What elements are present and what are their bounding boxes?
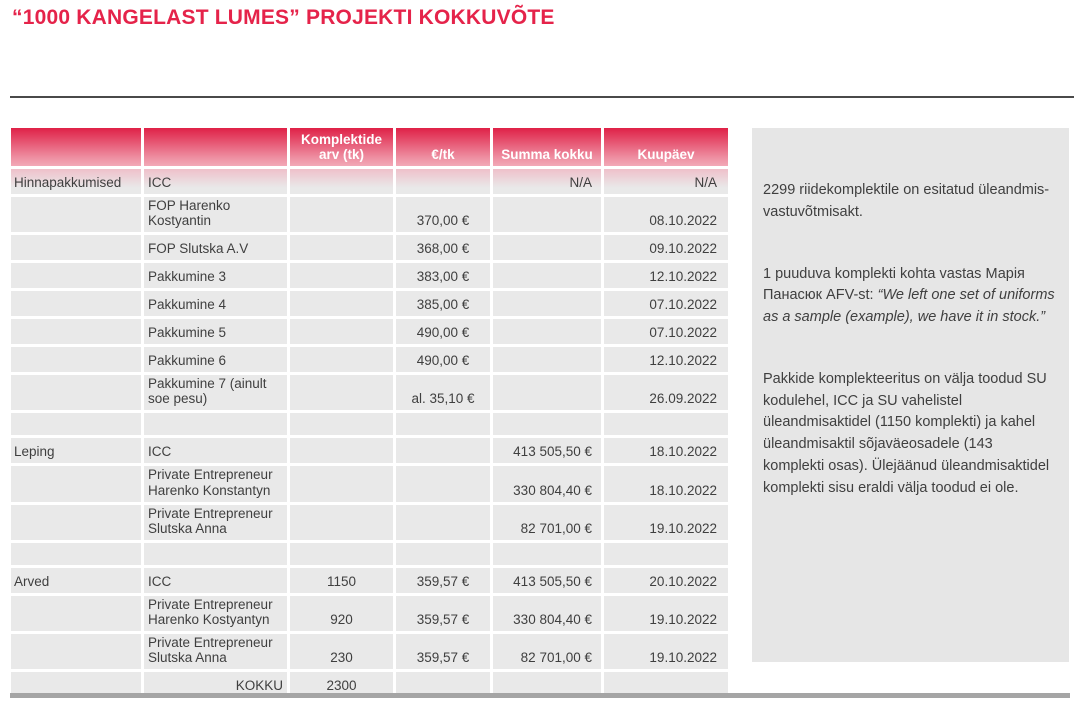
cell-date: 12.10.2022 [604, 263, 728, 288]
header-sum: Summa kokku [493, 128, 601, 166]
total-label: KOKKU [144, 672, 287, 697]
cell-name: ICC [144, 438, 287, 463]
cell-qty: 230 [290, 634, 393, 669]
cell-qty [290, 263, 393, 288]
cell-price: 383,00 € [396, 263, 490, 288]
cell-sum: 413 505,50 € [493, 568, 601, 593]
cell-sum: 330 804,40 € [493, 596, 601, 631]
cell-qty [290, 197, 393, 232]
table-row [11, 197, 728, 232]
table-row [11, 634, 728, 669]
cell-name: FOP Slutska A.V [144, 235, 287, 260]
cell-price: 368,00 € [396, 235, 490, 260]
header-date: Kuupäev [604, 128, 728, 166]
cell-group [11, 291, 141, 316]
cell-sum [493, 197, 601, 232]
cell-date: 09.10.2022 [604, 235, 728, 260]
table-row [11, 291, 728, 316]
cell-qty: 920 [290, 596, 393, 631]
cell-date: 20.10.2022 [604, 568, 728, 593]
cell-price [396, 169, 490, 194]
cell-price [396, 505, 490, 540]
cell-group [11, 263, 141, 288]
cell-group [11, 466, 141, 501]
note-missing-set [763, 264, 1056, 329]
table-row [11, 438, 728, 463]
table-row [11, 319, 728, 344]
table-row [11, 263, 728, 288]
cell-name: Private Entrepreneur Harenko Konstantyn [144, 466, 287, 501]
cell-sum: N/A [493, 169, 601, 194]
cell-qty [290, 347, 393, 372]
cell-qty [290, 291, 393, 316]
table-row [11, 347, 728, 372]
cell-sum [493, 347, 601, 372]
cell-sum: 82 701,00 € [493, 505, 601, 540]
cell-qty [290, 375, 393, 410]
cell-date: 19.10.2022 [604, 505, 728, 540]
cell-qty: 1150 [290, 568, 393, 593]
cell-price: al. 35,10 € [396, 375, 490, 410]
cell-sum [493, 319, 601, 344]
note-pack-contents: Pakkide komplekteeritus on välja toodud SU kodulehel, ICC ja SU vahelistel üleandmisaktidel (1150 komplekti) ja kahel üleandmisaktil sõjaväeosadele (143 komplekti osas). Ülejäänud üleandmisaktidel komplekti sisu eraldi välja toodud ei ole. [763, 370, 1050, 496]
cell-sum [493, 263, 601, 288]
cell-name: ICC [144, 568, 287, 593]
cell-qty [290, 169, 393, 194]
cell-group [11, 596, 141, 631]
cell-price [396, 438, 490, 463]
table-row-empty [11, 413, 728, 435]
cell-group [11, 505, 141, 540]
table-row [11, 568, 728, 593]
cell-name: Pakkumine 4 [144, 291, 287, 316]
header-price: €/tk [396, 128, 490, 166]
cell-name: Pakkumine 5 [144, 319, 287, 344]
cell-date: 07.10.2022 [604, 319, 728, 344]
cell-price: 490,00 € [396, 347, 490, 372]
cell-group: Hinnapakkumised [11, 169, 141, 194]
notes-panel [752, 128, 1069, 662]
cell-name: Private Entrepreneur Harenko Kostyantyn [144, 596, 287, 631]
cell-name: Pakkumine 7 (ainult soe pesu) [144, 375, 287, 410]
title-divider [10, 96, 1074, 98]
cell-sum [493, 291, 601, 316]
cell-date: 07.10.2022 [604, 291, 728, 316]
table-row [11, 375, 728, 410]
cell-group [11, 319, 141, 344]
cell-group [11, 634, 141, 669]
header-qty: Komplektide arv (tk) [290, 128, 393, 166]
cell-sum: 413 505,50 € [493, 438, 601, 463]
cell-qty [290, 466, 393, 501]
cell-price: 359,57 € [396, 596, 490, 631]
summary-table [8, 125, 731, 700]
table-row [11, 169, 728, 194]
cell-qty [290, 235, 393, 260]
cell-date: 18.10.2022 [604, 438, 728, 463]
page-title: “1000 KANGELAST LUMES” PROJEKTI KOKKUVÕTE [12, 6, 555, 29]
cell-date: 19.10.2022 [604, 596, 728, 631]
cell-sum: 330 804,40 € [493, 466, 601, 501]
table-header-row [11, 128, 728, 166]
cell-name: Pakkumine 3 [144, 263, 287, 288]
table-row [11, 505, 728, 540]
cell-price: 385,00 € [396, 291, 490, 316]
cell-group: Arved [11, 568, 141, 593]
cell-qty [290, 438, 393, 463]
table-row [11, 235, 728, 260]
note-missing-set-lead: 1 puuduva komplekti kohta vastas Марія Панасюк AFV-st: [763, 265, 1025, 304]
cell-date: 26.09.2022 [604, 375, 728, 410]
cell-group [11, 197, 141, 232]
cell-price: 359,57 € [396, 634, 490, 669]
table-row [11, 466, 728, 501]
total-qty: 2300 [290, 672, 393, 697]
cell-date: 19.10.2022 [604, 634, 728, 669]
cell-name: Private Entrepreneur Slutska Anna [144, 505, 287, 540]
cell-name: Pakkumine 6 [144, 347, 287, 372]
cell-price [396, 466, 490, 501]
cell-price: 490,00 € [396, 319, 490, 344]
cell-sum: 82 701,00 € [493, 634, 601, 669]
cell-sum [493, 235, 601, 260]
cell-date: 08.10.2022 [604, 197, 728, 232]
cell-name: ICC [144, 169, 287, 194]
table-row [11, 596, 728, 631]
header-name [144, 128, 287, 166]
cell-group [11, 375, 141, 410]
header-group [11, 128, 141, 166]
cell-qty [290, 319, 393, 344]
cell-date: N/A [604, 169, 728, 194]
cell-group [11, 347, 141, 372]
cell-name: FOP Harenko Kostyantin [144, 197, 287, 232]
note-missing-set-quote: “We left one set of uniforms as a sample (example), we have it in stock.” [763, 287, 1055, 325]
cell-price: 370,00 € [396, 197, 490, 232]
cell-group: Leping [11, 438, 141, 463]
cell-price: 359,57 € [396, 568, 490, 593]
cell-date: 18.10.2022 [604, 466, 728, 501]
cell-date: 12.10.2022 [604, 347, 728, 372]
note-handover-act: 2299 riidekomplektile on esitatud üleandmis-vastuvõtmisakt. [763, 182, 1050, 220]
table-row-empty [11, 543, 728, 565]
cell-qty [290, 505, 393, 540]
cell-name: Private Entrepreneur Slutska Anna [144, 634, 287, 669]
cell-group [11, 235, 141, 260]
cell-sum [493, 375, 601, 410]
footer-bar [10, 693, 1070, 698]
